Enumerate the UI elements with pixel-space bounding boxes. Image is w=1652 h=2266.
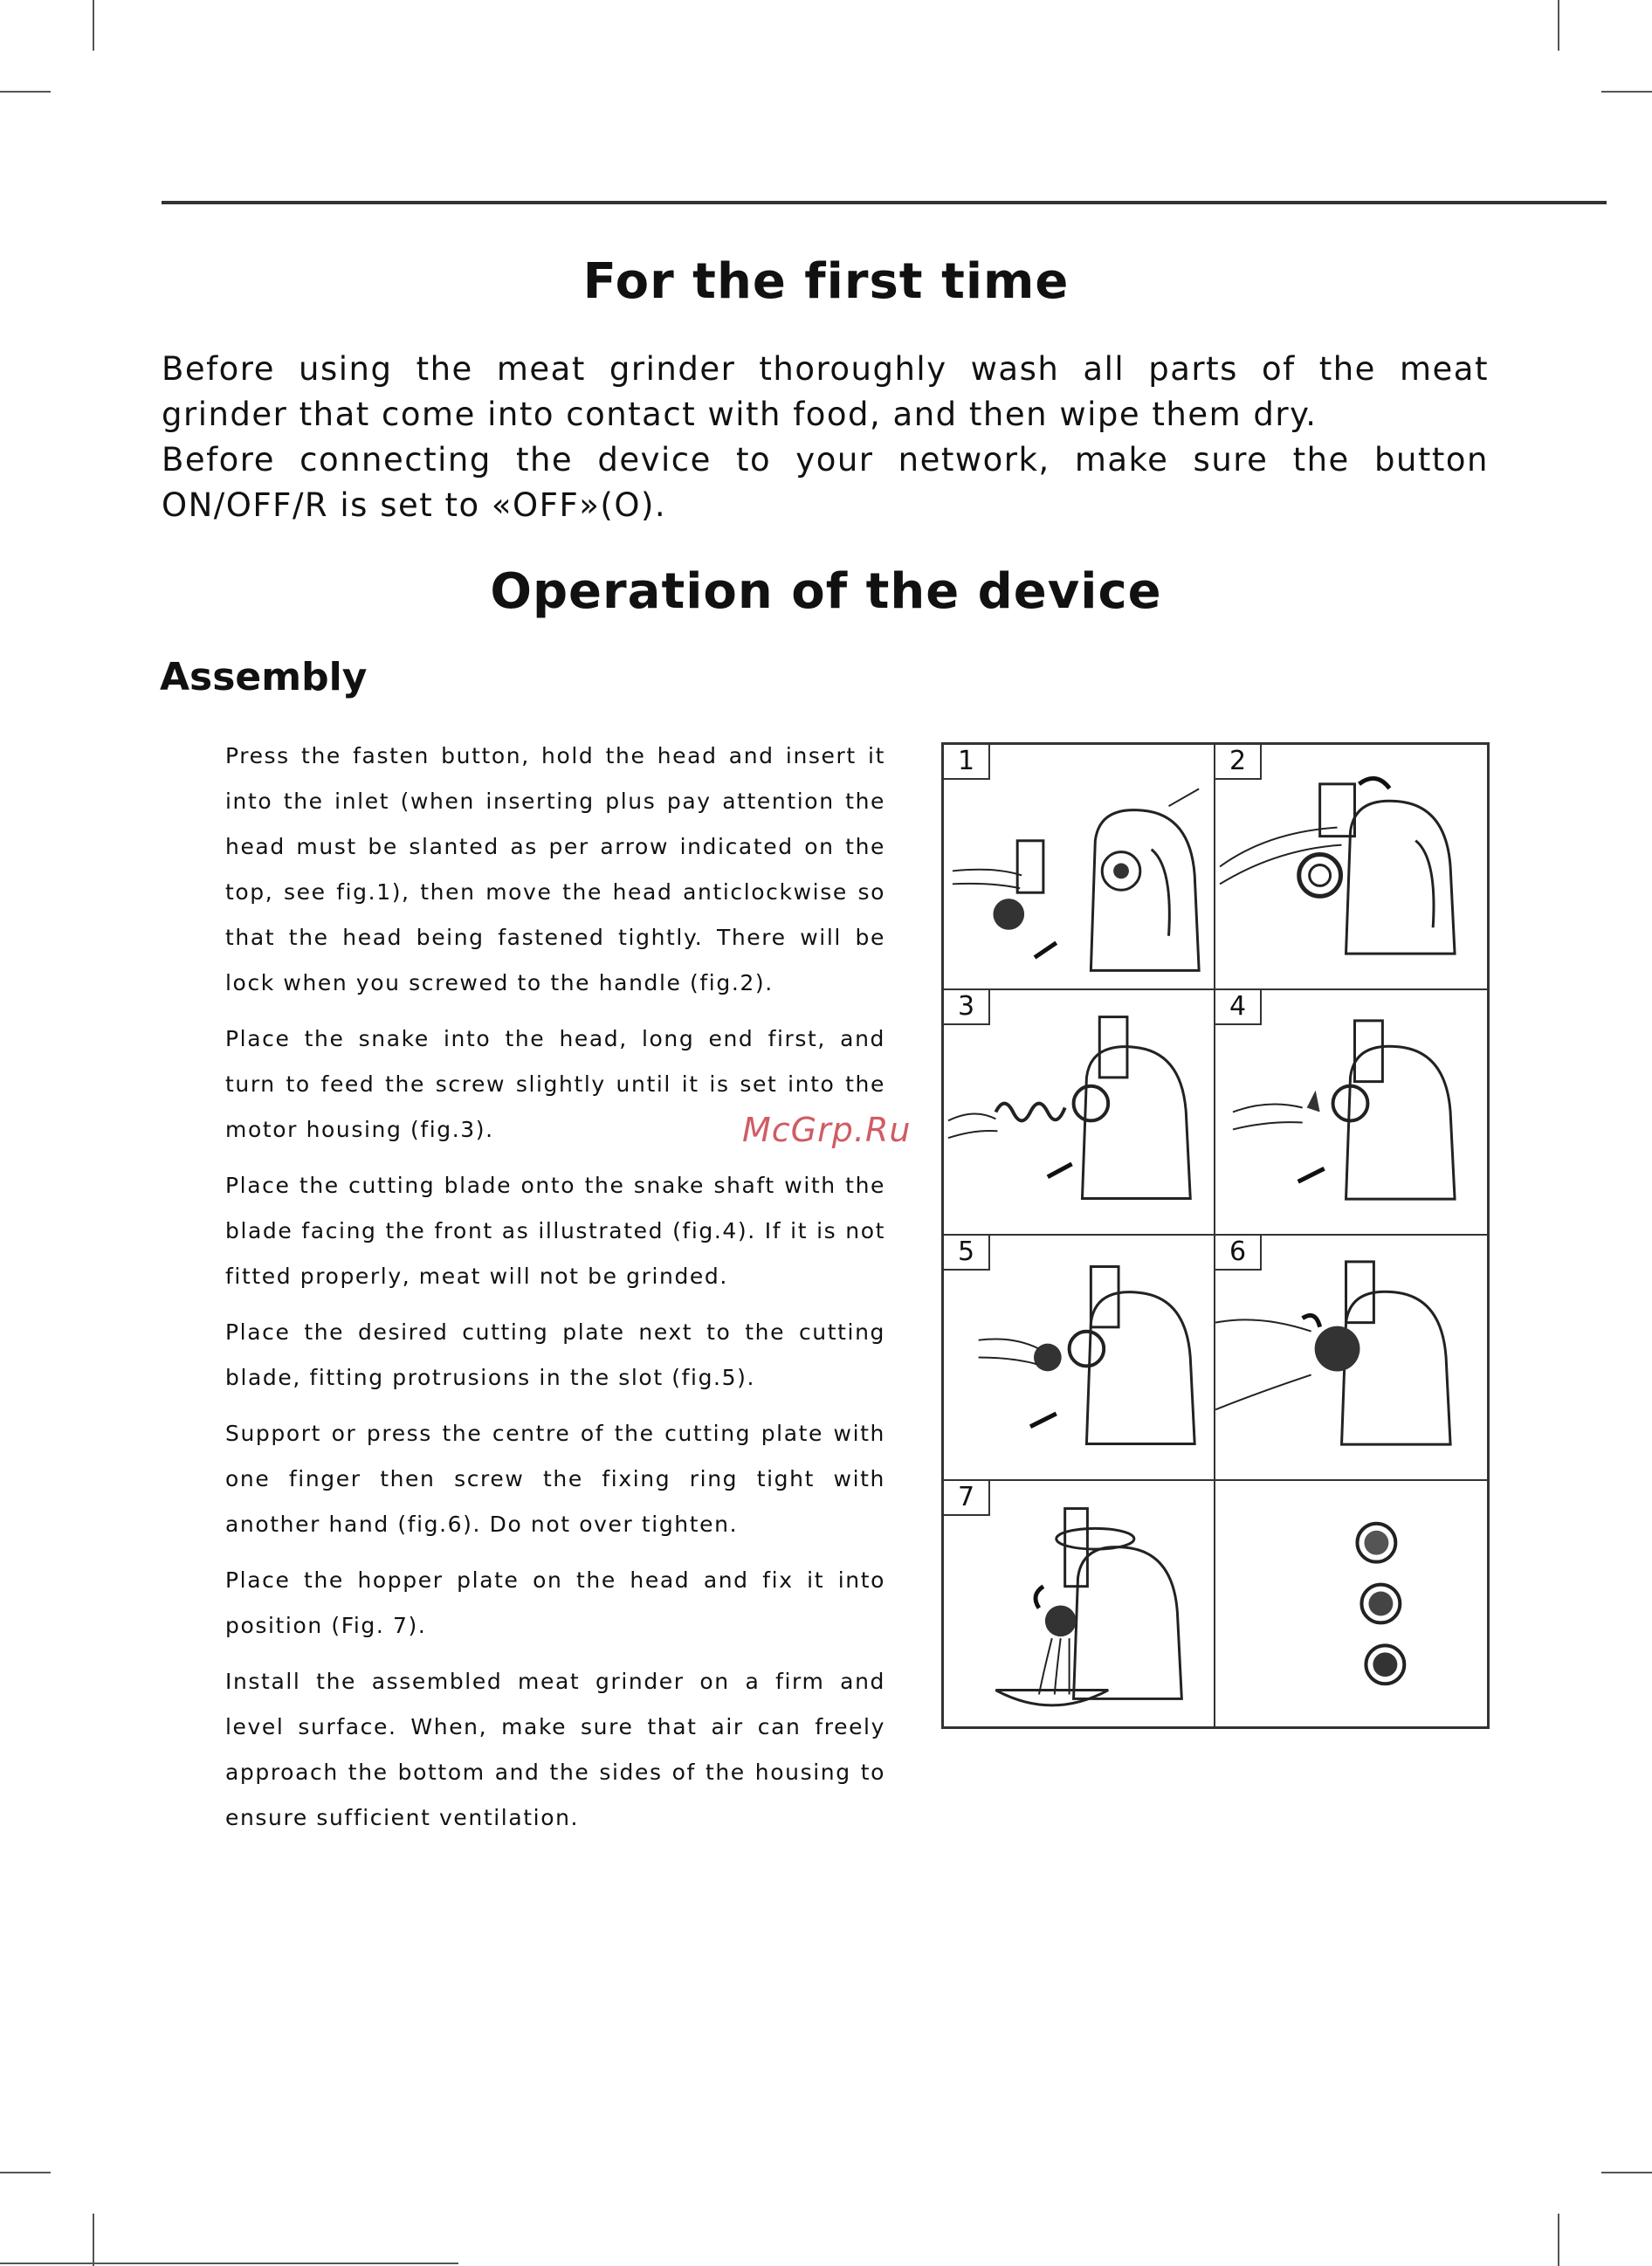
grinder-illustration <box>944 1236 1214 1479</box>
figure-4 <box>1215 990 1487 1236</box>
crop-mark <box>0 2172 51 2173</box>
watermark: McGrp.Ru <box>742 1111 912 1149</box>
figure-number: 4 <box>1215 990 1262 1025</box>
figure-number: 1 <box>944 745 990 780</box>
figure-1 <box>944 745 1215 990</box>
crop-mark <box>0 2263 458 2264</box>
intro-paragraph <box>162 437 1489 528</box>
assembly-step: Install the assembled meat grinder on a firm and level surface. When, make sure that air can freely approach the bottom and the sides of the housing to ensure sufficient ventilation. <box>225 1669 885 1830</box>
assembly-step: Place the snake into the head, long end first, and turn to feed the screw slightly until it is set into the motor housing (fig.3). <box>225 1026 885 1142</box>
section-title-first-time: For the first time <box>582 253 1070 310</box>
intro-text: Before connecting the device to your network, make sure the button ON/OFF/R is set to «OFF»(O). <box>162 441 1489 524</box>
grinder-illustration <box>1215 745 1487 988</box>
assembly-step: Press the fasten button, hold the head and insert it into the inlet (when inserting plus pay attention the head must be slanted as per arrow indicated on the top, see fig.1), then move the head anticlockwise so that the head being fastened tightly. There will be lock when you screwed to the handle (fig.2). <box>225 743 885 995</box>
header-rule <box>162 201 1607 204</box>
assembly-step: Place the cutting blade onto the snake shaft with the blade facing the front as illustrated (fig.4). If it is not fitted properly, meat will not be grinded. <box>225 1173 885 1289</box>
grinder-illustration <box>1215 1236 1487 1479</box>
figure-3 <box>944 990 1215 1236</box>
assembly-steps <box>225 734 885 1851</box>
figure-number: 3 <box>944 990 990 1025</box>
crop-mark <box>1558 0 1559 51</box>
assembly-step: Place the hopper plate on the head and fix it into position (Fig. 7). <box>225 1567 885 1638</box>
crop-mark <box>1558 2214 1559 2266</box>
assembly-figure-grid <box>941 742 1490 1729</box>
section-title-operation: Operation of the device <box>490 563 1162 620</box>
figure-2 <box>1215 745 1487 990</box>
crop-mark <box>0 91 51 93</box>
assembly-heading: Assembly <box>160 655 368 699</box>
crop-mark <box>1601 91 1652 93</box>
cutting-plates-illustration <box>1215 1481 1487 1726</box>
crop-mark <box>93 2214 94 2266</box>
figure-number: 2 <box>1215 745 1262 780</box>
figure-7 <box>944 1481 1215 1726</box>
crop-mark <box>93 0 94 51</box>
intro-paragraph <box>162 347 1489 437</box>
grinder-illustration <box>944 990 1214 1234</box>
figure-6 <box>1215 1236 1487 1481</box>
grinder-illustration <box>944 1481 1214 1726</box>
grinder-illustration <box>944 745 1214 988</box>
assembly-step: Place the desired cutting plate next to the cutting blade, fitting protrusions in the slot (fig.5). <box>225 1319 885 1390</box>
assembly-step: Support or press the centre of the cutting plate with one finger then screw the fixing ring tight with another hand (fig.6). Do not over tighten. <box>225 1421 885 1537</box>
figure-number: 6 <box>1215 1236 1262 1271</box>
figure-cutting-plates <box>1215 1481 1487 1726</box>
crop-mark <box>1601 2172 1652 2173</box>
figure-5 <box>944 1236 1215 1481</box>
grinder-illustration <box>1215 990 1487 1234</box>
figure-number: 5 <box>944 1236 990 1271</box>
figure-number: 7 <box>944 1481 990 1516</box>
intro-text: Before using the meat grinder thoroughly wash all parts of the meat grinder that come into contact with food, and then wipe them dry. <box>162 350 1489 433</box>
